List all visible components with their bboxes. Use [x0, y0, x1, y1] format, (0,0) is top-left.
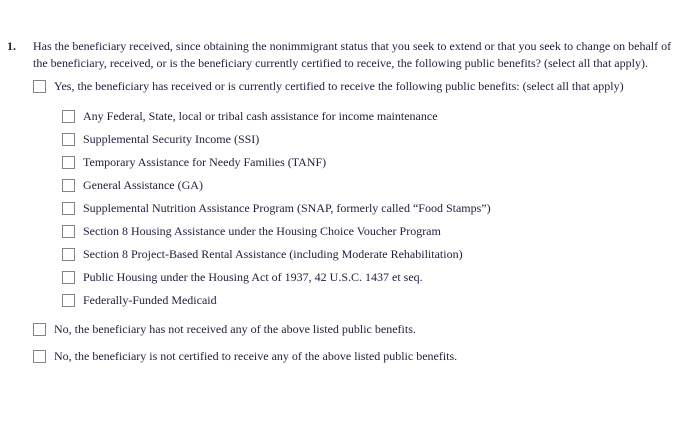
benefit-checkbox-medicaid[interactable] [62, 294, 75, 307]
benefit-row-public-housing [62, 270, 678, 285]
benefit-row-section8-rental [62, 247, 678, 262]
benefit-checkbox-public-housing[interactable] [62, 271, 75, 284]
benefit-row-cash-assistance [62, 109, 678, 124]
benefit-label-tanf: Temporary Assistance for Needy Families (TANF) [83, 155, 327, 169]
benefit-label-ga: General Assistance (GA) [83, 178, 203, 192]
question-item [7, 38, 678, 364]
benefit-label-cash-assistance: Any Federal, State, local or tribal cash assistance for income maintenance [83, 109, 438, 123]
no-received-row [33, 322, 678, 337]
benefit-label-section8-rental: Section 8 Project-Based Rental Assistance (including Moderate Rehabilitation) [83, 247, 463, 261]
benefit-row-medicaid [62, 293, 678, 308]
benefit-label-ssi: Supplemental Security Income (SSI) [83, 132, 260, 146]
question-text: Has the beneficiary received, since obtaining the nonimmigrant status that you seek to extend or that you seek to change on behalf of the beneficiary, received, or is the beneficiary currently certified to receive, the following public benefits? (select all that apply). [33, 39, 672, 70]
yes-option-label: Yes, the beneficiary has received or is currently certified to receive the following public benefits: (select all that apply) [54, 79, 624, 93]
question-body [33, 38, 678, 364]
benefit-label-public-housing: Public Housing under the Housing Act of 1937, 42 U.S.C. 1437 et seq. [83, 270, 423, 284]
benefit-row-ga [62, 178, 678, 193]
no-certified-label: No, the beneficiary is not certified to receive any of the above listed public benefits. [54, 349, 458, 363]
item-number: 1. [7, 39, 16, 53]
benefit-row-ssi [62, 132, 678, 147]
no-received-label: No, the beneficiary has not received any of the above listed public benefits. [54, 322, 416, 336]
no-certified-checkbox[interactable] [33, 350, 46, 363]
yes-checkbox[interactable] [33, 80, 46, 93]
benefit-checkbox-cash-assistance[interactable] [62, 110, 75, 123]
no-certified-row [33, 349, 678, 364]
benefit-checkbox-snap[interactable] [62, 202, 75, 215]
benefit-checkbox-section8-voucher[interactable] [62, 225, 75, 238]
benefit-row-snap [62, 201, 678, 216]
benefit-label-snap: Supplemental Nutrition Assistance Program (SNAP, formerly called “Food Stamps”) [83, 201, 491, 215]
benefit-checkbox-section8-rental[interactable] [62, 248, 75, 261]
benefit-label-section8-voucher: Section 8 Housing Assistance under the Housing Choice Voucher Program [83, 224, 441, 238]
yes-option-row [33, 79, 678, 94]
benefit-row-tanf [62, 155, 678, 170]
benefit-checkbox-ssi[interactable] [62, 133, 75, 146]
no-received-checkbox[interactable] [33, 323, 46, 336]
benefit-sublist [62, 109, 678, 308]
benefit-checkbox-tanf[interactable] [62, 156, 75, 169]
benefit-row-section8-voucher [62, 224, 678, 239]
benefit-label-medicaid: Federally-Funded Medicaid [83, 293, 217, 307]
benefit-checkbox-ga[interactable] [62, 179, 75, 192]
no-options-block [33, 322, 678, 364]
